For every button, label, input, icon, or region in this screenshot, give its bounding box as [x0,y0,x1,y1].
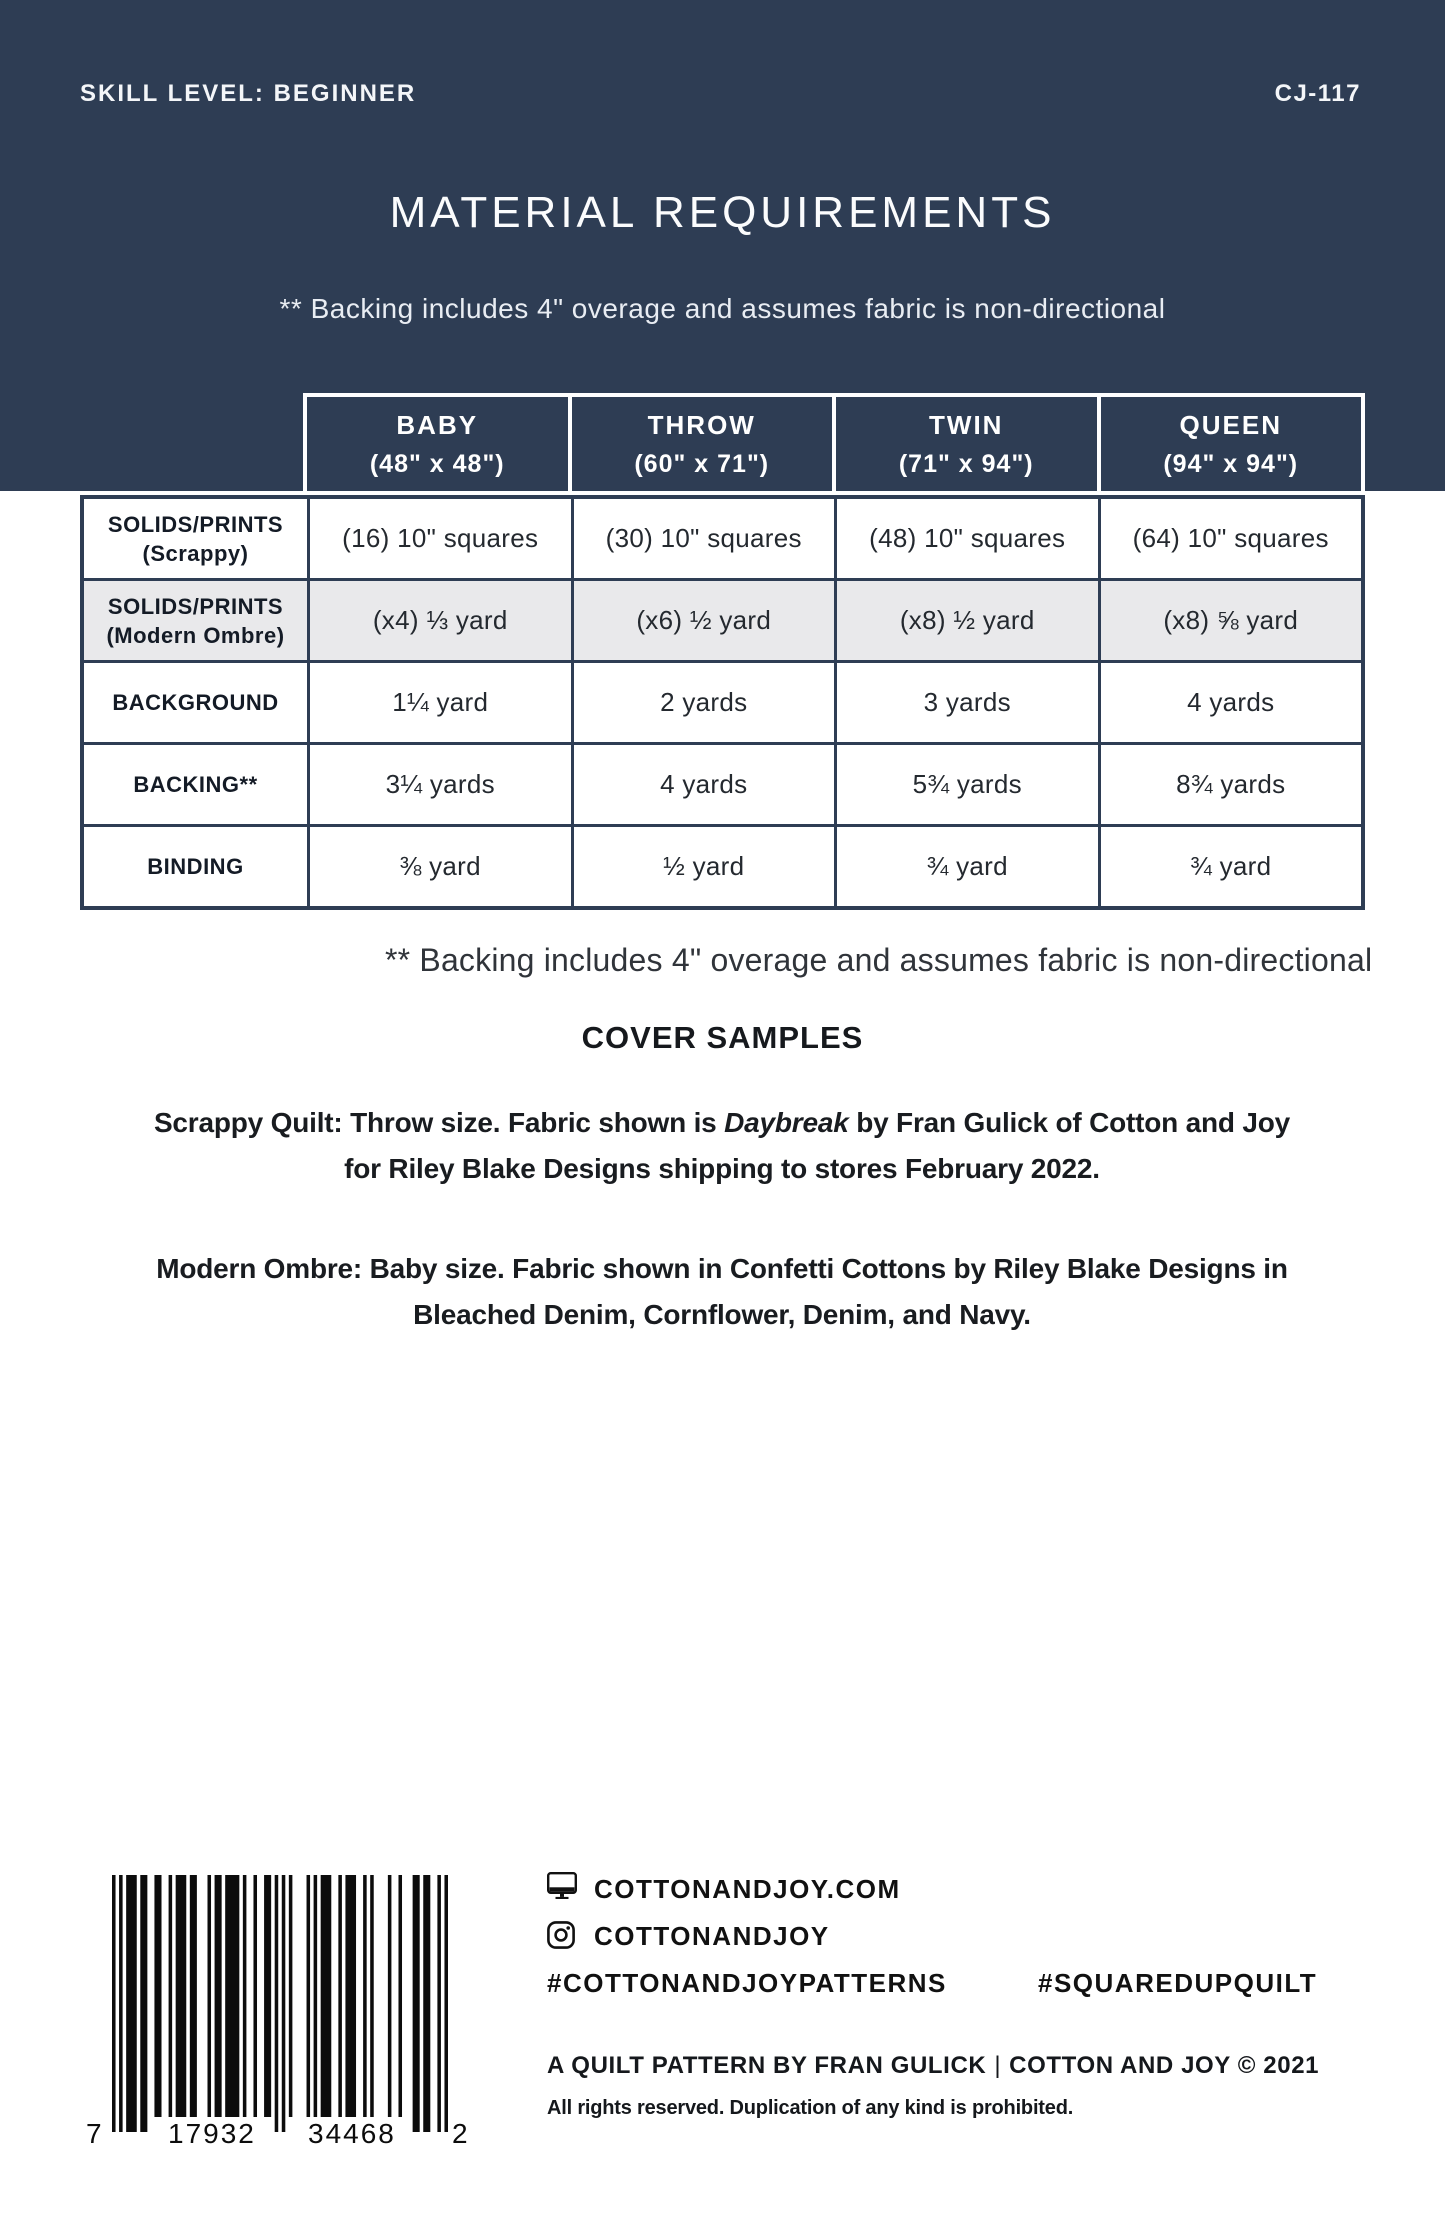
cover-samples-heading: COVER SAMPLES [581,1020,864,1055]
monitor-icon [547,1872,577,1904]
column-header-queen: QUEEN (94" x 94") [1101,397,1362,491]
row-label-background: BACKGROUND [84,663,307,742]
table-cell: (x8) ⅝ yard [1101,581,1362,660]
table-cell: (30) 10" squares [574,499,835,578]
row-label-binding: BINDING [84,827,307,906]
pattern-code: CJ-117 [1274,80,1361,107]
backing-note-bottom: ** Backing includes 4" overage and assumes fabric is non-directional [385,942,1373,978]
table-cell: ¾ yard [1101,827,1362,906]
row-label-solids-ombre: SOLIDS/PRINTS (Modern Ombre) [84,581,307,660]
table-cell: 3 yards [837,663,1098,742]
credit-line: A QUILT PATTERN BY FRAN GULICK | COTTON AND JOY © 2021 [547,2052,1320,2079]
table-cell: ⅜ yard [310,827,571,906]
scrappy-sample-text: Scrappy Quilt: Throw size. Fabric shown is Daybreak by Fran Gulick of Cotton and Joy for Riley Blake Designs shipping to stores February 2022. [153,1107,1291,1184]
table-cell: (64) 10" squares [1101,499,1362,578]
hashtag-patterns: #COTTONANDJOYPATTERNS [547,1968,947,1998]
table-cell: 4 yards [574,745,835,824]
hashtag-squaredupquilt: #SQUAREDUPQUILT [1038,1968,1318,1998]
table-cell: 8¾ yards [1101,745,1362,824]
page-title: MATERIAL REQUIREMENTS [389,188,1056,237]
table-cell: 3¼ yards [310,745,571,824]
column-header-baby: BABY (48" x 48") [307,397,568,491]
instagram-handle: COTTONANDJOY [594,1921,830,1951]
column-header-twin: TWIN (71" x 94") [836,397,1097,491]
instagram-icon [547,1921,575,1954]
table-cell: (x6) ½ yard [574,581,835,660]
table-cell: 5¾ yards [837,745,1098,824]
barcode-digit-group: 7 [86,2118,104,2149]
ombre-sample-text: Modern Ombre: Baby size. Fabric shown in Confetti Cottons by Riley Blake Designs in Bleached Denim, Cornflower, Denim, and Navy. [156,1253,1288,1330]
row-label-backing: BACKING** [84,745,307,824]
column-header-throw: THROW (60" x 71") [572,397,833,491]
table-cell: ½ yard [574,827,835,906]
table-cell: (x4) ⅓ yard [310,581,571,660]
barcode-digit-group: 2 [452,2118,470,2149]
barcode-bars [112,1875,448,2132]
table-cell: (x8) ½ yard [837,581,1098,660]
backing-note-top: ** Backing includes 4" overage and assumes fabric is non-directional [279,293,1166,324]
table-cell: 2 yards [574,663,835,742]
table-cell: ¾ yard [837,827,1098,906]
table-cell: (16) 10" squares [310,499,571,578]
rights-line: All rights reserved. Duplication of any kind is prohibited. [547,2097,1074,2119]
barcode-digit-group: 17932 [168,2118,256,2149]
row-label-solids-scrappy: SOLIDS/PRINTS (Scrappy) [84,499,307,578]
fabric-name-italic: Daybreak [724,1107,849,1138]
table-cell: 1¼ yard [310,663,571,742]
table-cell: 4 yards [1101,663,1362,742]
table-cell: (48) 10" squares [837,499,1098,578]
size-table-body [80,495,1365,910]
barcode [86,1875,486,2150]
size-table-header [303,393,1365,495]
skill-level-label: SKILL LEVEL: BEGINNER [80,80,417,107]
barcode-digit-group: 34468 [308,2118,396,2149]
website-text: COTTONANDJOY.COM [594,1874,901,1904]
